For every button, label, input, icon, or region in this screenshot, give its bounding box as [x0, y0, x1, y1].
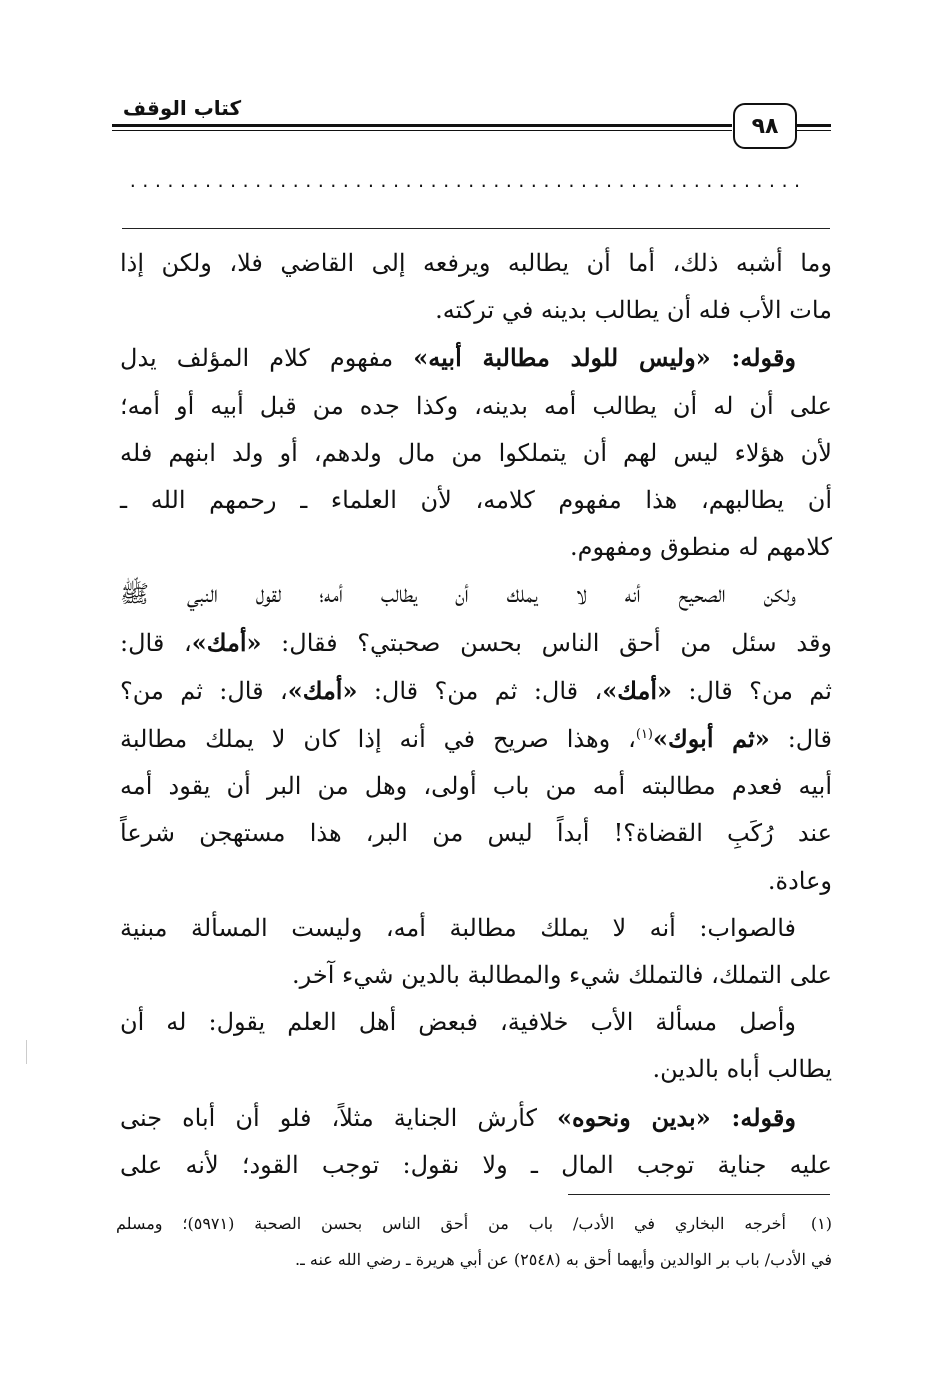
body-line — [120, 571, 832, 618]
text-run: عند رُكَبِ القضاة؟! أبداً ليس من البر، هذا مستهجن شرعاً — [120, 819, 832, 848]
header-rule-thick — [112, 124, 732, 127]
book-title: كتاب الوقف — [122, 96, 242, 120]
scan-mark — [26, 1040, 27, 1064]
text-run: وعادة. — [767, 866, 832, 895]
body-line — [120, 810, 832, 857]
text-run: كأرش الجناية مثلاً، فلو أن أباه جنى — [120, 1103, 557, 1132]
text-run: أبيه فعدم مطالبته أمه من باب أولى، وهل من البر أن يقود أمه — [120, 772, 832, 801]
text-run: ، قال: — [120, 628, 192, 657]
body-line — [120, 715, 832, 763]
body-line — [120, 1046, 832, 1093]
text-run: مات الأب فله أن يطالب بدينه في تركته. — [435, 296, 832, 325]
text-run: قال: — [769, 725, 833, 754]
text-run: وأصل مسألة الأب خلافية، فبعض أهل العلم يقول: له أن — [120, 1008, 796, 1037]
bold-text: «أمك» — [191, 627, 262, 657]
text-run: يطالب أباه بالدين. — [652, 1055, 832, 1084]
body-line — [120, 667, 832, 715]
footnote-number: (١) — [810, 1214, 832, 1233]
text-run: على التملك، فالتملك شيء والمطالبة بالدين شيء آخر. — [292, 961, 832, 990]
body-line — [120, 1094, 832, 1142]
body-line — [120, 1142, 832, 1189]
text-run: على أن له أن يطالب أمه بدينه، وكذا جده من قبل أبيه أو أمه؛ — [120, 391, 832, 420]
dotted-separator: ...................................................... — [128, 172, 805, 191]
header-divider — [122, 228, 830, 229]
body-line — [120, 240, 832, 287]
footnote-line: في الأدب/ باب بر الوالدين وأيهما أحق به (٢٥٤٨) عن أبي هريرة ـ رضي الله عنه ـ. — [295, 1250, 832, 1269]
text-run: مفهوم كلام المؤلف يدل — [120, 344, 414, 373]
bold-text: «بدين ونحوه» — [557, 1102, 711, 1132]
text-run: وما أشبه ذلك، أما أن يطالبه ويرفعه إلى القاضي فلا، ولكن إذا — [120, 249, 832, 277]
body-line — [120, 287, 832, 334]
footnote-line — [116, 1206, 832, 1242]
text-run: عليه جناية توجب المال ـ ولا نقول: توجب القود؛ لأنه على — [120, 1150, 832, 1179]
body-line — [120, 383, 832, 430]
text-run: لأن هؤلاء ليس لهم أن يتملكوا من مال ولدهم، أو ولد ابنهم فله — [120, 438, 832, 467]
body-line — [120, 430, 832, 477]
bold-text: وقوله: — [710, 1102, 796, 1132]
footnote-ref: (١) — [635, 727, 653, 743]
text-run: أن يطالبهم، هذا مفهوم كلامه، لأن العلماء ـ رحمهم الله ـ — [120, 486, 832, 515]
body-line — [120, 952, 832, 999]
footnote — [116, 1206, 832, 1278]
body-line — [120, 477, 832, 524]
body-line — [120, 905, 832, 952]
header-rule-right-thick — [797, 124, 831, 127]
text-run: ولكن الصحيح أنه لا يملك أن يطالب أمه؛ لقول النبي ﷺ — [120, 580, 796, 609]
header-rule-thin — [112, 130, 732, 131]
bold-text: «أمك» — [602, 675, 673, 705]
body-line — [120, 858, 832, 905]
text-run: ، وهذا صريح في أنه إذا كان لا يملك مطالبة — [120, 725, 636, 754]
bold-text: «أمك» — [287, 675, 358, 705]
body-line — [120, 763, 832, 810]
body-line — [120, 999, 832, 1046]
page-number: ٩٨ — [733, 103, 797, 149]
header-rule-right-thin — [797, 130, 831, 131]
text-run: وقد سئل من أحق الناس بحسن صحبتي؟ فقال: — [261, 628, 833, 657]
body-text — [120, 240, 832, 1189]
text-run: ، قال: ثم من؟ قال: — [357, 676, 603, 705]
text-run: ، قال: ثم من؟ — [120, 676, 288, 705]
body-line — [120, 524, 832, 571]
bold-text: وقوله: — [710, 343, 797, 373]
footnote-rule — [568, 1194, 830, 1195]
text-run: كلامهم له منطوق ومفهوم. — [569, 533, 832, 562]
text-run: ثم من؟ قال: — [672, 676, 832, 705]
bold-text: «ثم أبوك» — [653, 724, 770, 754]
body-line — [120, 619, 832, 667]
body-line — [120, 334, 832, 382]
bold-text: «وليس للولد مطالبة أبيه» — [413, 343, 711, 373]
footnote-text-1: أخرجه البخاري في الأدب/ باب من أحق الناس بحسن الصحبة (٥٩٧١)؛ ومسلم — [116, 1214, 786, 1233]
text-run: فالصواب: أنه لا يملك مطالبة أمه، وليست المسألة مبنية — [120, 913, 796, 942]
